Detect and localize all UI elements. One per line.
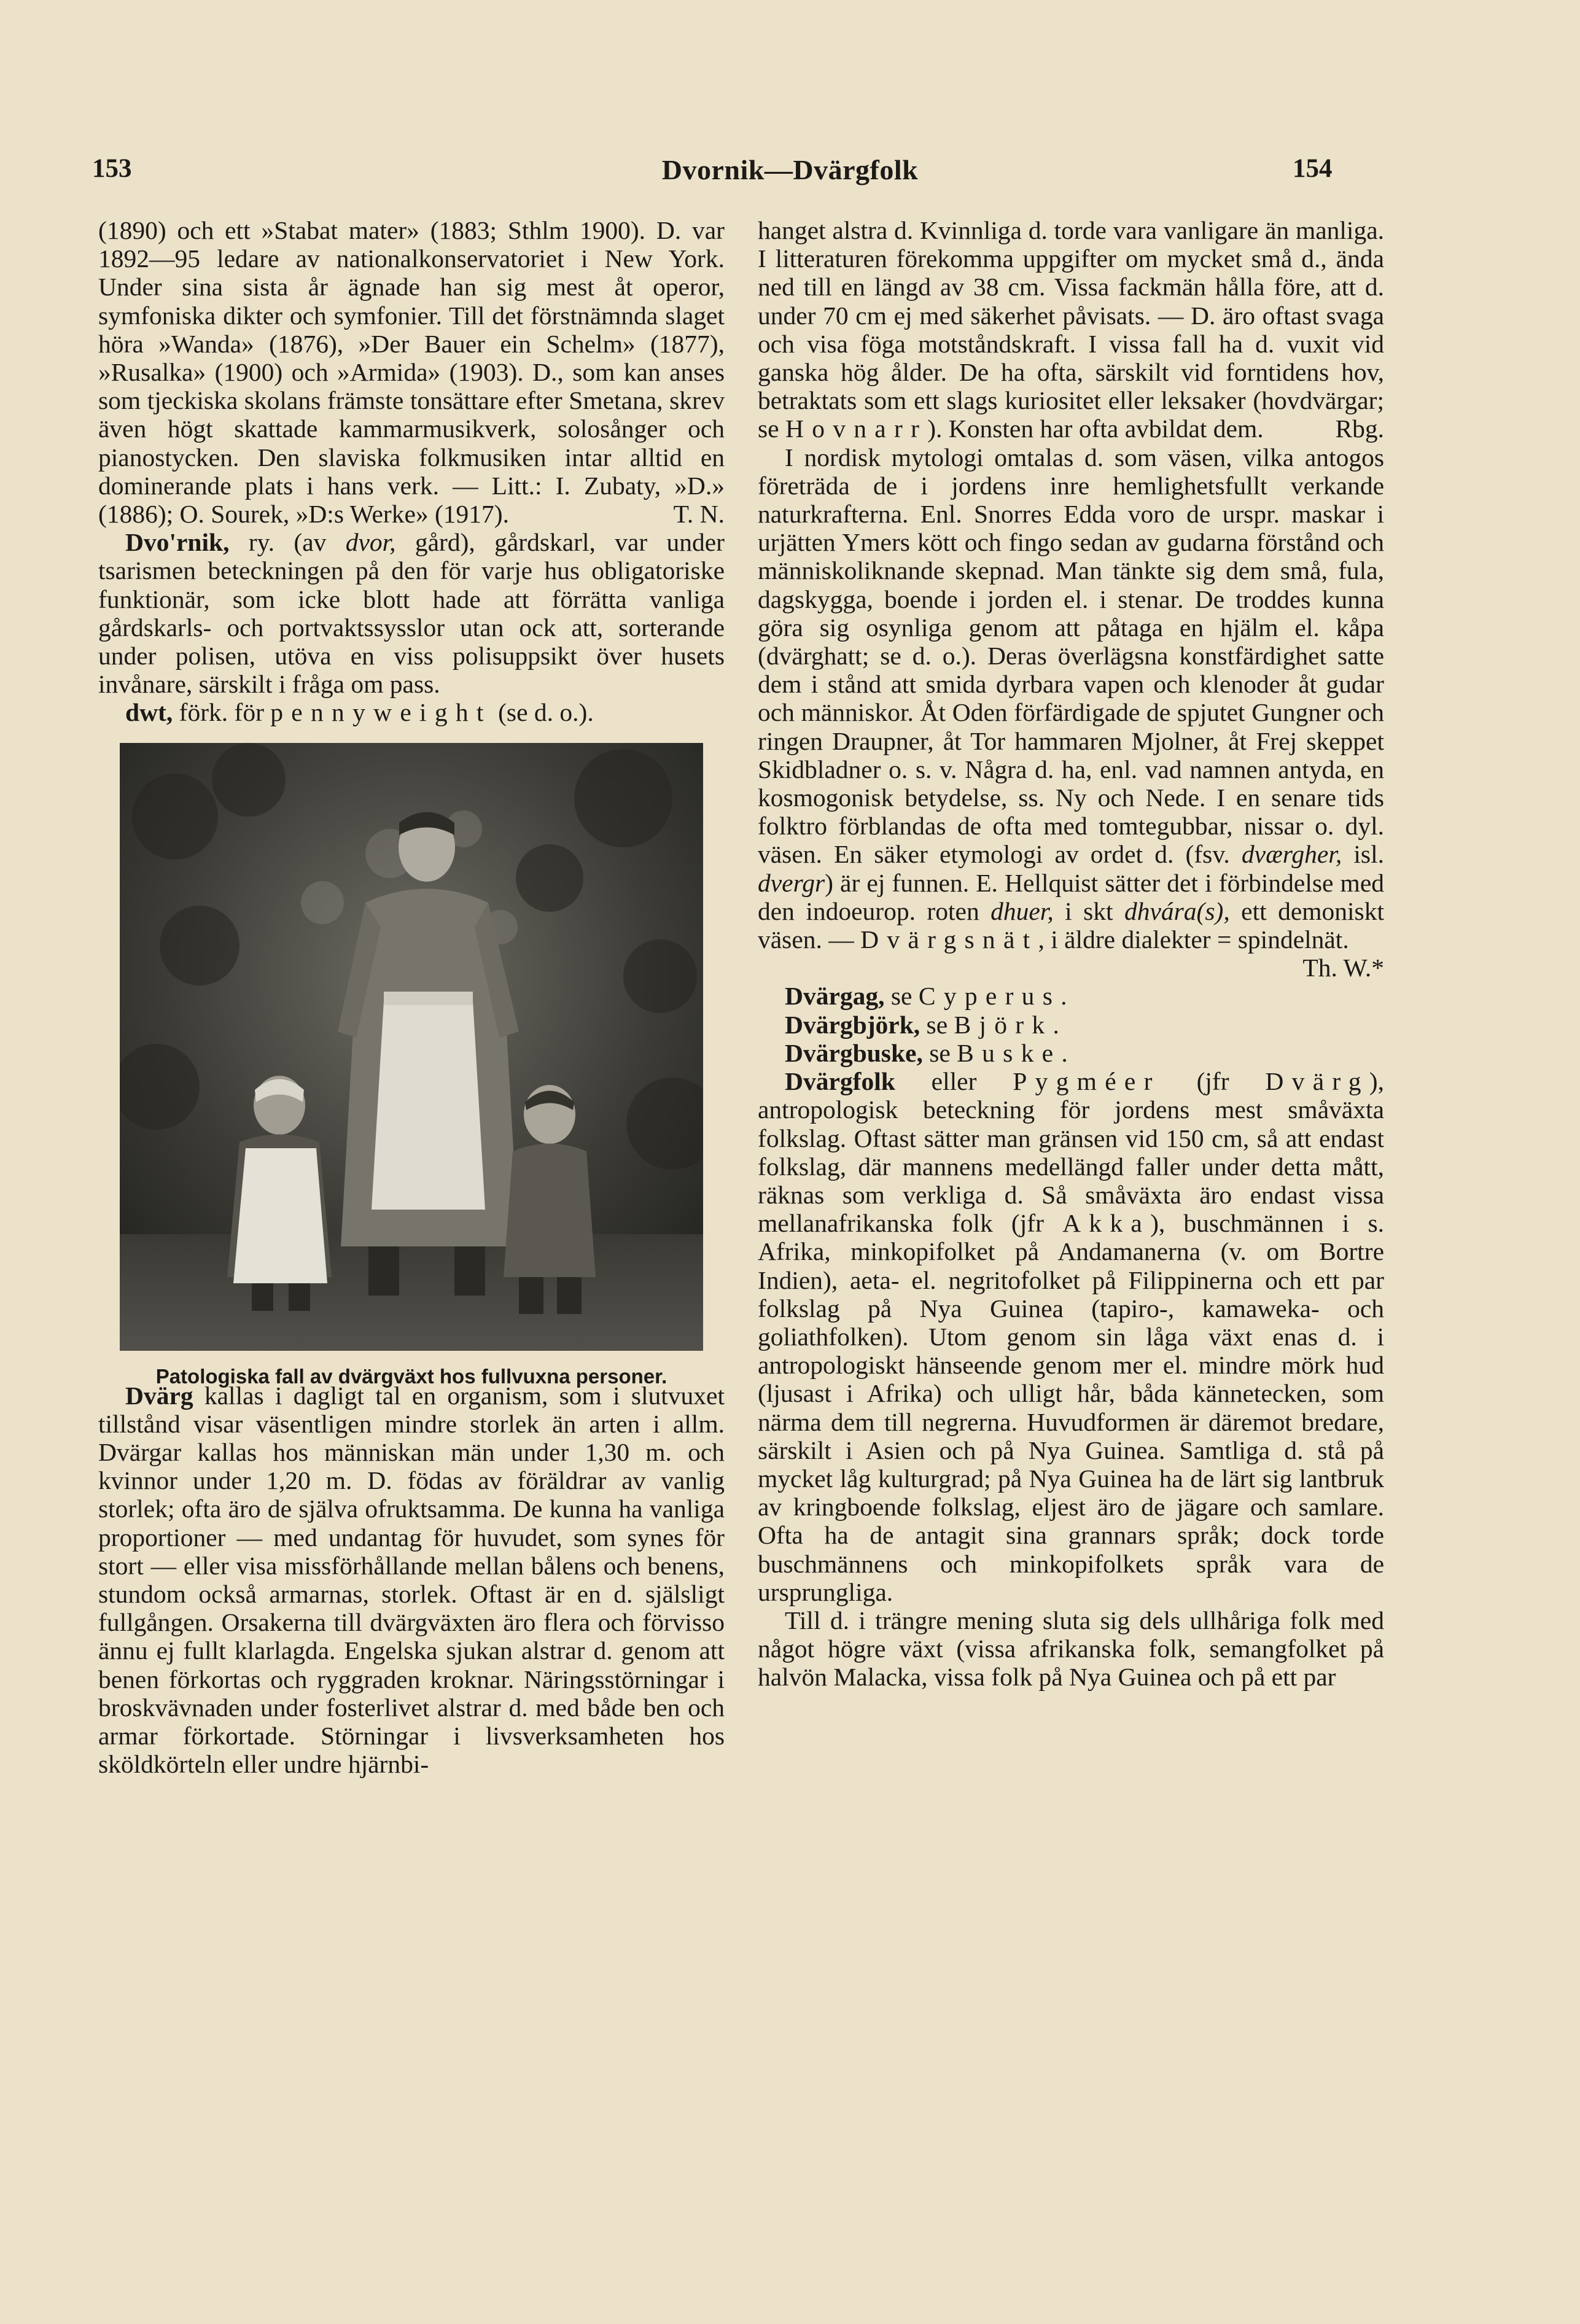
cross-reference: Björk (954, 1010, 1053, 1039)
headword: Dvärgbuske, (785, 1038, 923, 1067)
photograph-dwarfism-image (120, 743, 703, 1351)
running-title: Dvornik—Dvärgfolk (661, 154, 919, 185)
cross-reference: Cyperus (918, 982, 1061, 1011)
cross-reference: Pygméer (1013, 1067, 1161, 1096)
article-dvargfolk: Dvärgfolk eller Pygméer (jfr Dvärg), antropologisk beteckning för jordens mest småväxta folkslag. Oftast sätter man gränsen vid 150 cm, så att endast folkslag, där mannens medellängd faller under detta mått, räknas som verkliga d. Så småväxta äro endast vissa mellanafrikanska folk (jfr Akka), buschmännen i s. Afrika, minkopifolket på Andamanerna (v. om Bortre Indien), aeta- el. negritofolket på Filippinerna och ett par folkslag på Nya Guinea (tapiro-, kamaweka- och goliathfolken). Utom genom sin låga växt enas d. i antropologiskt hänseende genom mer el. mindre mörk hud (ljusast i Afrika) och ulligt hår, båda kännetecken, som närma dem till negrerna. Huvudformen är däremot bredare, särskilt i Asien och på Nya Guinea. Samtliga d. stå på mycket låg kulturgrad; på Nya Guinea ha de lärt sig lantbruk av kringboende folkslag, eljest äro de jägare och samlare. Ofta ha de antagit sina grannars språk; dock torde buschmännens och minkopifolkets språk vara de ursprungliga. (758, 1067, 1384, 1606)
figure-caption: Patologiska fall av dvärgväxt hos fullvuxna personer. (155, 1364, 667, 1388)
cross-reference: Dvärgsnät (860, 925, 1038, 954)
article-dvarg-mythology: I nordisk mytologi omtalas d. som väsen, vilka antogos företräda de i jordens inre hemlighetsfullt verkande naturkrafterna. Enl. Snorres Edda voro de urspr. maskar i urjätten Ymers kött och fingo sedan av gudarna förstånd och människoliknande skepnad. Man tänkte sig dem små, fula, dagskygga, boende i jorden el. i stenar. De troddes kunna göra sig osynliga genom att påtaga en hjälm el. kåpa (dvärghatt; se d. o.). Deras överlägsna konstfärdighet satte dem i stånd att smida dyrbara vapen och klenoder åt gudar och människor. Åt Oden förfärdigade de spjutet Gungner och ringen Draupner, åt Tor hammaren Mjolner, åt Frej skeppet Skidbladner o. s. v. Några d. ha, enl. vad namnen antyda, en kosmogonisk betydelse, ss. Ny och Nede. I en senare tids folktro förblandas de ofta med tomtegubbar, nissar o. dyl. väsen. En säker etymologi av ordet d. (fsv. dværgher, isl. dvergr) är ej funnen. E. Hellquist sätter det i förbindelse med den indoeurop. roten dhuer, i skt dhvára(s), ett demoniskt väsen. — Dvärgsnät, i äldre dialekter = spindelnät. Th. W.* (758, 443, 1384, 982)
photograph (120, 743, 703, 1351)
page-number-left: 153 (92, 154, 132, 183)
cross-reference: pennyweight (270, 698, 492, 727)
cross-reference: Hovnarr (785, 414, 928, 443)
article-dvargbjork: Dvärgbjörk, se Björk. (785, 1010, 1059, 1039)
headword: Dvärg (125, 1381, 193, 1410)
article-dvargfolk-continued: Till d. i trängre mening sluta sig dels ullhåriga folk med något högre växt (vissa afrikanska folk, semangfolket på halvön Malacka, vissa folk på Nya Guinea och på ett par (758, 1606, 1384, 1692)
author-signature: Rbg. (1335, 414, 1384, 443)
headword: Dvärgfolk (785, 1067, 895, 1096)
left-column (98, 216, 725, 1779)
headword: Dvärgbjörk, (785, 1010, 920, 1039)
cross-reference: Akka (1062, 1209, 1151, 1238)
article-dvornik: Dvo'rnik, ry. (av dvor, gård), gårdskarl, var under tsarismen beteckningen på den för varje hus obligatoriske funktionär, som icke blott hade att förrätta vanliga gårdskarls- och portvaktssysslor utan ock att, sorterande under polisen, utöva en viss polisuppsikt över husets invånare, särskilt i fråga om pass. (98, 528, 725, 699)
author-signature: Th. W.* (1302, 954, 1384, 982)
cross-reference: Dvärg (1265, 1067, 1369, 1096)
headword: Dvärgag, (785, 982, 885, 1011)
article-dvargag: Dvärgag, se Cyperus. (785, 982, 1067, 1011)
article-dwt: dwt, förk. för pennyweight (se d. o.). (125, 698, 594, 727)
page-number-right: 154 (1293, 154, 1333, 183)
article-dvargbuske: Dvärgbuske, se Buske. (785, 1038, 1068, 1067)
figure (98, 743, 725, 1388)
right-column (758, 216, 1384, 1692)
cross-reference: Buske (957, 1038, 1062, 1067)
headword: dwt, (125, 698, 173, 727)
article-dvorak-continuation: (1890) och ett »Stabat mater» (1883; Sthlm 1900). D. var 1892—95 ledare av nationalkonservatoriet i New York. Under sina sista år ägnade han sig mest åt operor, symfoniska dikter och symfonier. Till det förstnämnda slaget höra »Wanda» (1876), »Der Bauer ein Schelm» (1877), »Rusalka» (1900) och »Armida» (1903). D., som kan anses som tjeckiska skolans främste tonsättare efter Smetana, skrev även högt skattade kammarmusikverk, solosånger och pianostycken. Den slaviska folkmusiken intar alltid en dominerande plats i hans verk. — Litt.: I. Zubaty, »D.» (1886); O. Sourek, »D:s Werke» (1917). T. N. (98, 216, 725, 529)
article-dvarg: Dvärg kallas i dagligt tal en organism, som i slutvuxet tillstånd visar väsentligen mindre storlek än arten i allm. Dvärgar kallas hos människan män under 1,30 m. och kvinnor under 1,20 m. D. födas av föräldrar av vanlig storlek; ofta äro de själva ofruktsamma. De kunna ha vanliga proportioner — med undantag för huvudet, som synes för stort — eller visa missförhållande mellan bålens och benens, stundom också armarnas, storlek. Oftast är en d. själsligt fullgången. Orsakerna till dvärgväxten äro flera och förvisso ännu ej fullt klarlagda. Engelska sjukan alstrar d. genom att benen förkortas och ryggraden kroknar. Näringsstörningar i broskvävnaden under fosterlivet alstrar d. med både ben och armar förkortade. Störningar i livsverksamheten hos sköldkörteln eller undre hjärnbi- (98, 1381, 725, 1779)
author-signature: T. N. (673, 500, 725, 529)
headword: Dvo'rnik, (125, 528, 230, 557)
page-header (0, 154, 1580, 190)
article-dvarg-continuation: hanget alstra d. Kvinnliga d. torde vara vanligare än manliga. I litteraturen förekomma uppgifter om mycket små d., ända ned till en längd av 38 cm. Vissa fackmän hålla före, att d. under 70 cm ej med säkerhet påvisats. — D. äro oftast svaga och visa föga motståndskraft. I vissa fall ha d. vuxit vid ganska hög ålder. De ha ofta, särskilt vid forntidens hov, betraktats som ett slags kuriositet eller leksaker (hovdvärgar; se Hovnarr). Konsten har ofta avbildat dem. Rbg. (758, 216, 1384, 443)
